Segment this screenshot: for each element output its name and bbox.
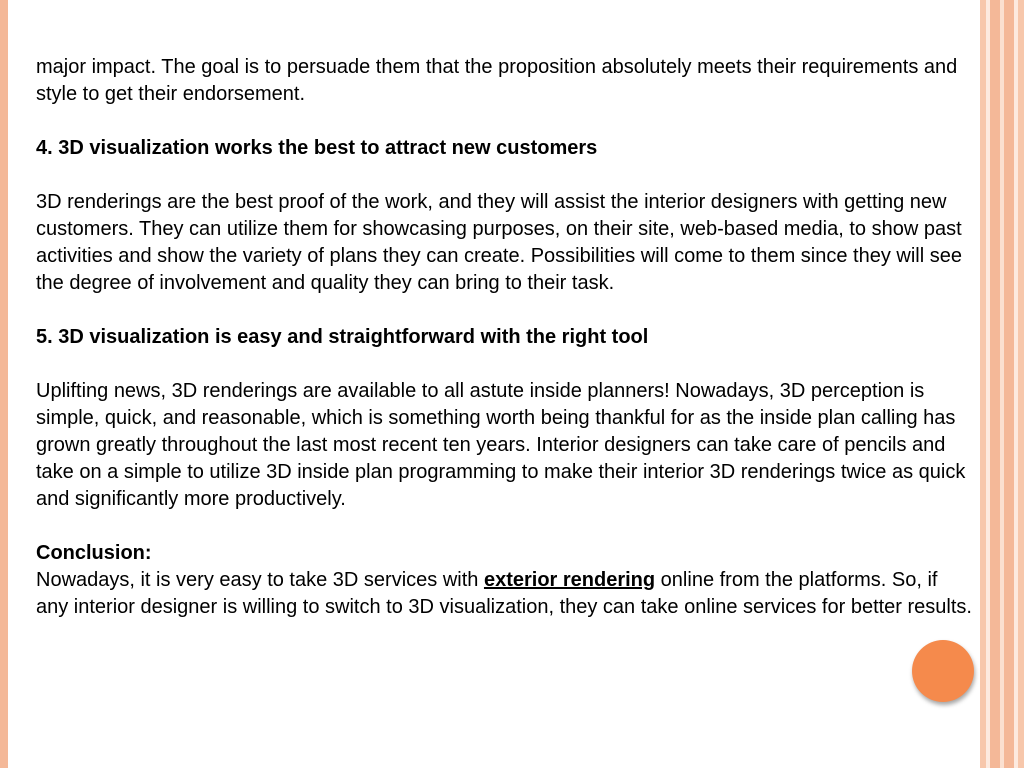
border-stripe (990, 0, 1000, 768)
border-stripe (1004, 0, 1014, 768)
section-5-paragraph: Uplifting news, 3D renderings are available to all astute inside planners! Nowadays, 3D perception is simple, quick, and reasonable, which is something worth being thankful for as the inside plan calling has grown greatly throughout the last most recent ten years. Interior designers can take care of pencils and take on a simple to utilize 3D inside plan programming to make their interior 3D renderings twice as quick and significantly more productively. (36, 380, 966, 510)
orange-circle-decoration (912, 640, 974, 702)
section-4-paragraph: 3D renderings are the best proof of the work, and they will assist the interior designers with getting new customers. They can utilize them for showcasing purposes, on their site, web-based media, to show past activities and show the variety of plans they can create. Possibilities will come to them since they will see the degree of involvement and quality they can bring to their task. (36, 191, 962, 294)
conclusion-text-end: online from the platforms. So, if any interior designer is willing to switch to 3D visualization, they can take online services for better results. (36, 569, 972, 618)
intro-paragraph: major impact. The goal is to persuade them that the proposition absolutely meets their requirements and style to get their endorsement. (36, 56, 958, 105)
section-4-heading: 4. 3D visualization works the best to attract new customers (36, 137, 598, 159)
conclusion-paragraph (36, 567, 972, 621)
section-5-heading: 5. 3D visualization is easy and straightforward with the right tool (36, 326, 649, 348)
conclusion-heading: Conclusion: (36, 542, 152, 564)
exterior-rendering-link[interactable]: exterior rendering (483, 569, 656, 591)
slide-body-text (36, 54, 972, 621)
left-border-stripe (0, 0, 8, 768)
right-border-stripes (980, 0, 1024, 768)
border-stripe (1018, 0, 1024, 768)
conclusion-text-start: Nowadays, it is very easy to take 3D services with (36, 569, 484, 591)
